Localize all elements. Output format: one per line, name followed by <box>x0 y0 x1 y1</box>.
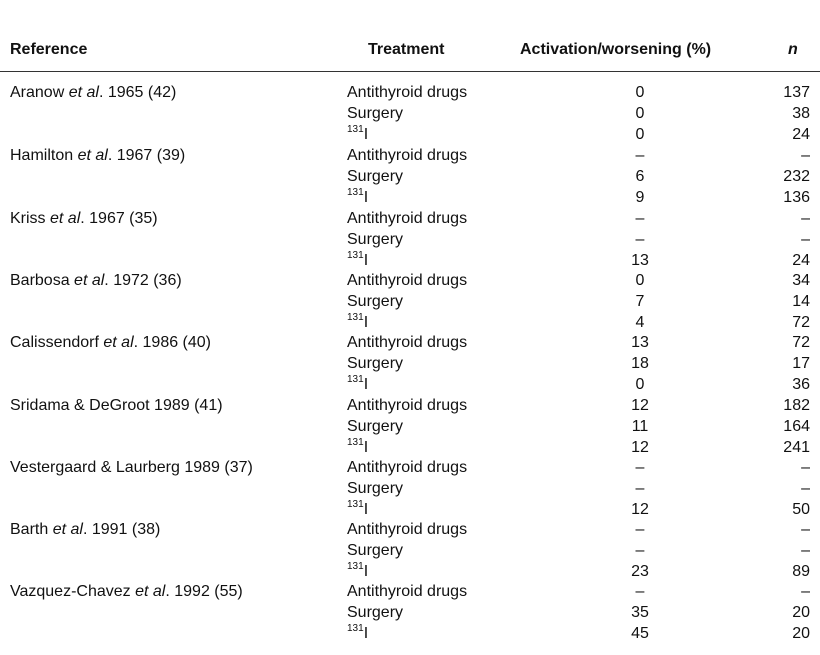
reference-cell: Barth et al. 1991 (38) <box>10 521 161 538</box>
header-reference: Reference <box>10 41 88 58</box>
treatment-cell: Antithyroid drugs <box>347 334 468 351</box>
treatment-cell: Surgery <box>347 105 404 122</box>
treatment-cell: $^{131}$I <box>347 437 369 456</box>
activation-cell: – <box>635 583 645 600</box>
treatment-cell: $^{131}$I <box>347 312 369 331</box>
n-cell: – <box>801 231 810 248</box>
treatment-cell: Surgery <box>347 604 404 621</box>
n-cell: 36 <box>792 376 810 393</box>
n-cell: 24 <box>792 126 810 143</box>
n-cell: 136 <box>783 189 810 206</box>
n-cell: 232 <box>783 168 810 185</box>
reference-cell: Vestergaard & Laurberg 1989 (37) <box>10 459 253 476</box>
activation-cell: 12 <box>631 501 649 518</box>
n-cell: 89 <box>792 563 810 580</box>
n-cell: 241 <box>783 439 810 456</box>
n-cell: 182 <box>783 397 810 414</box>
reference-cell: Sridama & DeGroot 1989 (41) <box>10 397 223 414</box>
header-activation: Activation/worsening (%) <box>520 41 712 58</box>
reference-cell: Hamilton et al. 1967 (39) <box>10 147 186 164</box>
treatment-cell: Antithyroid drugs <box>347 397 468 414</box>
activation-cell: 0 <box>635 126 645 143</box>
table-row <box>0 83 820 146</box>
treatment-cell: Surgery <box>347 168 404 185</box>
activation-cell: – <box>635 480 645 497</box>
activation-cell: 9 <box>635 189 645 206</box>
n-cell: – <box>801 583 810 600</box>
table-row <box>0 396 820 459</box>
treatment-cell: Surgery <box>347 418 404 435</box>
n-cell: 72 <box>792 314 810 331</box>
n-cell: – <box>801 459 810 476</box>
activation-cell: 45 <box>631 625 649 642</box>
n-cell: 24 <box>792 252 810 269</box>
activation-cell: 0 <box>635 272 645 289</box>
table-row <box>0 458 820 521</box>
treatment-cell: $^{131}$I <box>347 124 369 143</box>
n-cell: – <box>801 147 810 164</box>
activation-cell: – <box>635 147 645 164</box>
activation-cell: 18 <box>631 355 649 372</box>
activation-cell: – <box>635 521 645 538</box>
n-cell: 20 <box>792 625 810 642</box>
treatment-cell: Antithyroid drugs <box>347 210 468 227</box>
reference-cell: Kriss et al. 1967 (35) <box>10 210 158 227</box>
table-row <box>0 271 820 334</box>
n-cell: 20 <box>792 604 810 621</box>
n-cell: 137 <box>783 84 810 101</box>
table-row <box>0 520 820 583</box>
n-cell: 14 <box>792 293 810 310</box>
n-cell: 164 <box>783 418 810 435</box>
n-cell: – <box>801 521 810 538</box>
activation-cell: 0 <box>635 105 645 122</box>
activation-cell: 11 <box>631 418 649 435</box>
n-cell: 38 <box>792 105 810 122</box>
treatment-cell: $^{131}$I <box>347 623 369 642</box>
treatment-cell: Surgery <box>347 293 404 310</box>
treatment-cell: Antithyroid drugs <box>347 147 468 164</box>
header-treatment: Treatment <box>368 41 445 58</box>
treatment-cell: $^{131}$I <box>347 561 369 580</box>
treatment-cell: Surgery <box>347 480 404 497</box>
treatment-cell: Antithyroid drugs <box>347 521 468 538</box>
reference-cell: Calissendorf et al. 1986 (40) <box>10 334 212 351</box>
table-row <box>0 146 820 209</box>
activation-cell: 0 <box>635 84 645 101</box>
activation-cell: 12 <box>631 397 649 414</box>
activation-cell: 12 <box>631 439 649 456</box>
treatment-cell: $^{131}$I <box>347 187 369 206</box>
n-cell: – <box>801 210 810 227</box>
activation-cell: 13 <box>631 334 649 351</box>
treatment-cell: Antithyroid drugs <box>347 459 468 476</box>
activation-cell: 4 <box>635 314 645 331</box>
activation-cell: 23 <box>631 563 649 580</box>
treatment-cell: $^{131}$I <box>347 250 369 269</box>
header-n: n <box>788 41 798 58</box>
n-cell: 34 <box>792 272 810 289</box>
reference-cell: Aranow et al. 1965 (42) <box>10 84 177 101</box>
treatment-cell: Antithyroid drugs <box>347 583 468 600</box>
reference-cell: Barbosa et al. 1972 (36) <box>10 272 182 289</box>
n-cell: 72 <box>792 334 810 351</box>
treatment-cell: Surgery <box>347 231 404 248</box>
treatment-cell: Antithyroid drugs <box>347 272 468 289</box>
activation-cell: – <box>635 231 645 248</box>
activation-cell: – <box>635 210 645 227</box>
activation-cell: 13 <box>631 252 649 269</box>
treatment-cell: Surgery <box>347 542 404 559</box>
n-cell: 17 <box>792 355 810 372</box>
table-row <box>0 209 820 272</box>
table-row <box>0 582 820 645</box>
n-cell: – <box>801 542 810 559</box>
header-rule <box>0 71 820 72</box>
reference-cell: Vazquez-Chavez et al. 1992 (55) <box>10 583 243 600</box>
activation-cell: 35 <box>631 604 649 621</box>
activation-cell: 6 <box>635 168 645 185</box>
n-cell: 50 <box>792 501 810 518</box>
treatment-cell: $^{131}$I <box>347 374 369 393</box>
treatment-cell: Antithyroid drugs <box>347 84 468 101</box>
treatment-cell: Surgery <box>347 355 404 372</box>
table-row <box>0 333 820 396</box>
activation-cell: – <box>635 459 645 476</box>
activation-cell: – <box>635 542 645 559</box>
n-cell: – <box>801 480 810 497</box>
activation-cell: 7 <box>635 293 645 310</box>
treatment-cell: $^{131}$I <box>347 499 369 518</box>
activation-cell: 0 <box>635 376 645 393</box>
